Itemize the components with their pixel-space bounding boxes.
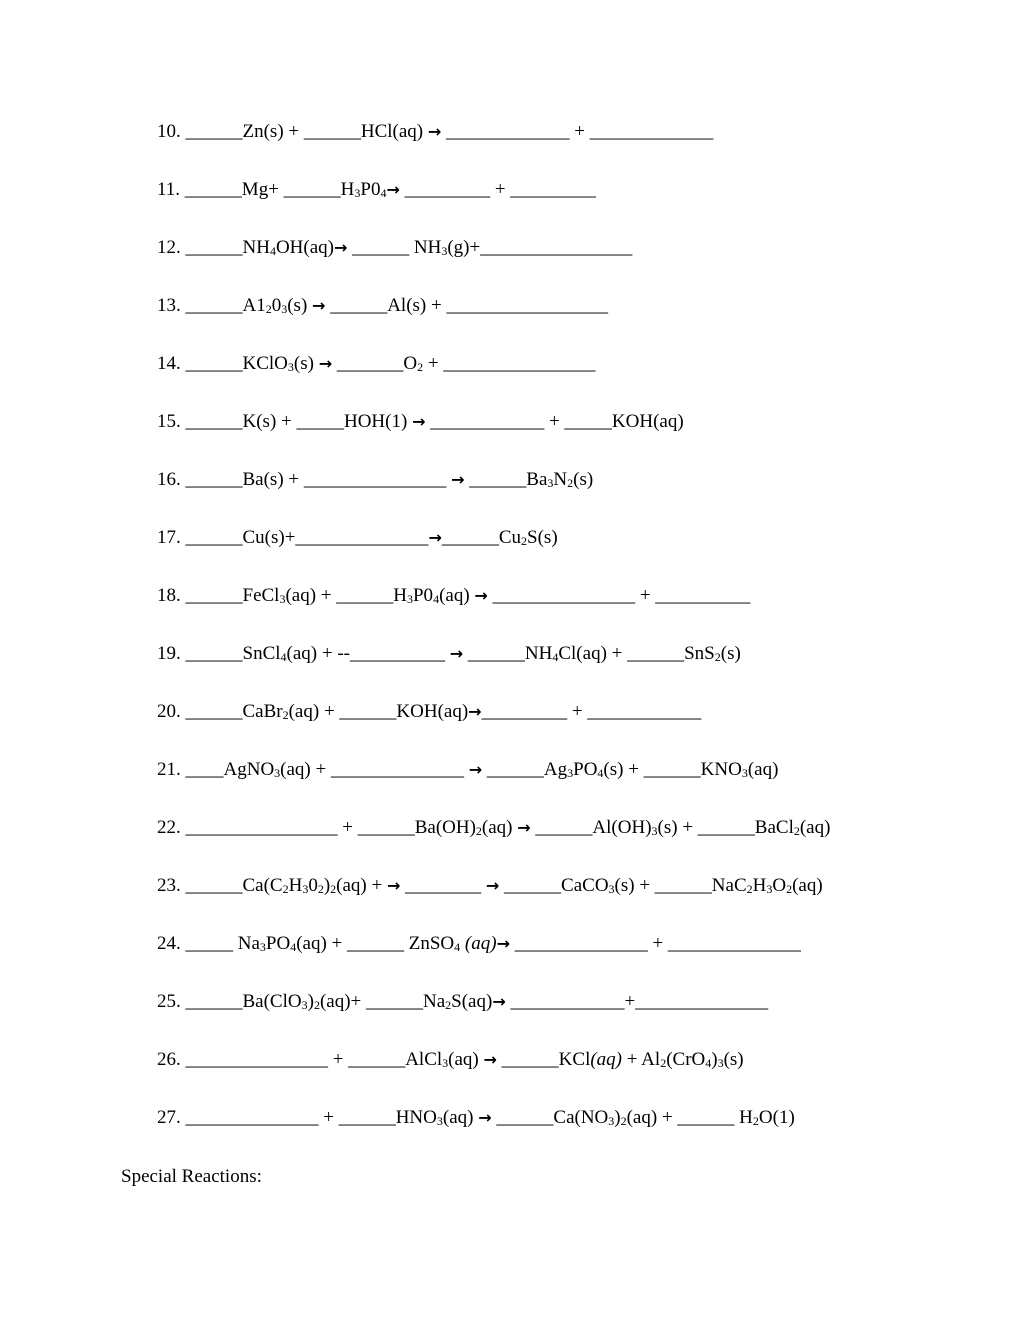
subscript: 4: [433, 592, 440, 606]
subscript: 2: [521, 534, 528, 548]
subscript: 3: [287, 360, 294, 374]
equation-text: _______________ + ______AlCl: [185, 1049, 443, 1070]
equation-text: P0: [412, 585, 434, 606]
equation-text: ______Zn(s) + ______HCl(aq): [185, 121, 428, 142]
subscript: 3: [547, 476, 554, 490]
equation-text: (aq): [481, 817, 518, 838]
equation-text: ______K(s) + _____HOH(1): [185, 411, 413, 432]
equation-text: (CrO: [666, 1049, 706, 1070]
equation-text: ______Ba(s) + _______________: [185, 469, 452, 490]
subscript: 2: [330, 882, 337, 896]
equation-text: ): [323, 875, 331, 896]
reaction-arrow-icon: →: [333, 238, 348, 257]
subscript: 3: [301, 998, 308, 1012]
reaction-arrow-icon: →: [468, 702, 482, 721]
equation-text: (s) + ______BaCl: [657, 817, 794, 838]
equation-line: [157, 817, 830, 839]
italic-text: (aq): [590, 1049, 623, 1070]
subscript: 3: [259, 940, 266, 954]
subscript: 3: [608, 882, 615, 896]
equation-number: 11.: [157, 179, 185, 200]
equation-line: [157, 759, 778, 781]
equation-text: (aq): [448, 1049, 484, 1070]
subscript: 3: [741, 766, 748, 780]
equation-text: ): [307, 991, 314, 1012]
subscript: 2: [786, 882, 793, 896]
equation-text: (aq) + ______________: [280, 759, 469, 780]
subscript: 3: [436, 1114, 443, 1128]
subscript: 3: [441, 244, 448, 258]
subscript: 3: [281, 302, 288, 316]
reaction-arrow-icon: →: [451, 470, 465, 489]
subscript: 4: [597, 766, 604, 780]
subscript: 2: [475, 824, 482, 838]
equation-text: (aq): [799, 817, 831, 838]
reaction-arrow-icon: →: [517, 818, 531, 837]
equation-text: ______A1: [185, 295, 266, 316]
equation-text: ______NH: [185, 237, 270, 258]
equation-text: ): [711, 1049, 718, 1070]
equation-text: S(s): [527, 527, 558, 548]
subscript: 2: [282, 882, 289, 896]
equation-number: 23.: [157, 875, 186, 896]
equation-text: ____________+______________: [505, 991, 769, 1012]
equation-number: 12.: [157, 237, 186, 258]
equation-text: (s) + ______NaC: [614, 875, 747, 896]
equation-text: ______CaCO: [499, 875, 609, 896]
equation-text: 0: [308, 875, 318, 896]
equation-text: (aq) + ______KOH(aq): [288, 701, 469, 722]
equation-number: 24.: [157, 933, 186, 954]
equation-number: 19.: [157, 643, 186, 664]
subscript: 2: [317, 882, 324, 896]
italic-text: (aq): [464, 933, 497, 954]
equation-text: ______Ca(C: [185, 875, 283, 896]
equation-line: [157, 585, 750, 607]
equation-text: PO: [573, 759, 598, 780]
reaction-arrow-icon: →: [386, 180, 400, 199]
subscript: 3: [279, 592, 286, 606]
equation-text: ______Cu(s)+______________: [185, 527, 429, 548]
equation-number: 13.: [157, 295, 186, 316]
equation-line: [157, 353, 595, 375]
subscript: 2: [313, 998, 320, 1012]
equation-text: _______O: [332, 353, 418, 374]
equation-text: H: [752, 875, 767, 896]
equation-text: ________: [400, 875, 486, 896]
equation-line: [157, 875, 823, 897]
subscript: 3: [406, 592, 413, 606]
equation-text: (s) + ______KNO: [603, 759, 742, 780]
equation-number: 25.: [157, 991, 186, 1012]
equation-number: 17.: [157, 527, 186, 548]
equation-text: ______Ca(NO: [491, 1107, 609, 1128]
subscript: 2: [752, 1114, 759, 1128]
subscript: 4: [380, 186, 387, 200]
equation-text: ________________ + ______Ba(OH): [185, 817, 476, 838]
subscript: 3: [302, 882, 309, 896]
subscript: 3: [717, 1056, 724, 1070]
equation-number: 20.: [157, 701, 186, 722]
equation-text: (s): [573, 469, 594, 490]
subscript: 3: [608, 1114, 615, 1128]
equation-text: ______SnCl: [185, 643, 281, 664]
equation-line: [157, 991, 768, 1013]
equation-text: _________ + _________: [399, 179, 596, 200]
equation-text: H: [288, 875, 303, 896]
equation-number: 14.: [157, 353, 186, 374]
equation-text: ______Mg+ ______H: [184, 179, 355, 200]
subscript: 2: [282, 708, 289, 722]
equation-text: (aq) + --__________: [286, 643, 450, 664]
reaction-arrow-icon: →: [427, 122, 442, 141]
equation-text: ____________ + _____KOH(aq): [425, 411, 684, 432]
equation-line: [157, 933, 801, 955]
equation-number: 27.: [157, 1107, 186, 1128]
equation-text: (aq) + ______H: [285, 585, 407, 606]
equation-number: 15.: [157, 411, 186, 432]
subscript: 2: [746, 882, 753, 896]
subscript: 4: [269, 244, 276, 258]
equation-text: (s): [287, 295, 313, 316]
equation-text: + ________________: [423, 353, 596, 374]
reaction-arrow-icon: →: [485, 876, 500, 895]
subscript: 2: [445, 998, 452, 1012]
equation-text: ______KClO: [185, 353, 288, 374]
equation-text: (aq): [792, 875, 823, 896]
equation-text: ______NH: [463, 643, 553, 664]
equation-text: (s): [720, 643, 741, 664]
equation-text: ______Ag: [482, 759, 568, 780]
subscript: 4: [705, 1056, 712, 1070]
reaction-arrow-icon: →: [468, 760, 483, 779]
equation-number: 26.: [157, 1049, 186, 1070]
equation-text: 0: [271, 295, 282, 316]
equation-line: [157, 469, 593, 491]
reaction-arrow-icon: →: [492, 992, 506, 1011]
equation-text: ______KCl: [496, 1049, 591, 1070]
subscript: 4: [454, 940, 461, 954]
equation-number: 21.: [157, 759, 186, 780]
equation-text: (s): [723, 1049, 744, 1070]
section-heading: Special Reactions:: [121, 1166, 262, 1187]
subscript: 2: [793, 824, 800, 838]
equation-text: O: [772, 875, 787, 896]
reaction-arrow-icon: →: [449, 644, 464, 663]
equation-line: [157, 643, 741, 665]
reaction-arrow-icon: →: [428, 528, 442, 547]
reaction-arrow-icon: →: [312, 296, 326, 315]
subscript: 2: [417, 360, 424, 374]
subscript: 4: [280, 650, 287, 664]
equation-text: (aq) + ______ H: [626, 1107, 753, 1128]
reaction-arrow-icon: →: [483, 1050, 497, 1069]
equation-text: N: [553, 469, 568, 490]
equation-text: _____________ + _____________: [441, 121, 714, 142]
subscript: 4: [552, 650, 559, 664]
equation-number: 18.: [157, 585, 186, 606]
subscript: 2: [660, 1056, 667, 1070]
reaction-arrow-icon: →: [496, 934, 510, 953]
equation-line: [157, 179, 596, 201]
equation-text: (g)+________________: [447, 237, 633, 258]
equation-text: PO: [265, 933, 291, 954]
equation-text: ______Cu: [441, 527, 522, 548]
equation-text: (aq) + ______ ZnSO: [296, 933, 455, 954]
equation-text: ______ NH: [347, 237, 442, 258]
subscript: 3: [354, 186, 361, 200]
equation-line: [157, 701, 701, 723]
subscript: 3: [766, 882, 773, 896]
subscript: 2: [265, 302, 272, 316]
reaction-arrow-icon: →: [474, 586, 488, 605]
equation-text: ______________ + ______HNO: [185, 1107, 437, 1128]
reaction-arrow-icon: →: [412, 412, 426, 431]
equation-text: (aq): [747, 759, 779, 780]
subscript: 3: [442, 1056, 449, 1070]
equation-text: Cl(aq) + ______SnS: [558, 643, 715, 664]
equation-line: [157, 121, 713, 143]
equation-text: P0: [360, 179, 381, 200]
subscript: 3: [567, 766, 574, 780]
equation-text: ______Al(OH): [530, 817, 652, 838]
equation-text: + Al: [622, 1049, 661, 1070]
subscript: 3: [274, 766, 281, 780]
equation-text: ____AgNO: [185, 759, 275, 780]
subscript: 2: [567, 476, 574, 490]
subscript: 3: [651, 824, 658, 838]
equation-number: 22.: [157, 817, 186, 838]
equation-line: [157, 1107, 795, 1129]
equation-text: ______CaBr: [185, 701, 283, 722]
equation-text: ): [614, 1107, 621, 1128]
equation-text: ______Ba(ClO: [185, 991, 302, 1012]
equation-text: ______FeCl: [185, 585, 280, 606]
equation-text: _________ + ____________: [481, 701, 702, 722]
equation-line: [157, 295, 608, 317]
subscript: 2: [714, 650, 721, 664]
equation-line: [157, 1049, 744, 1071]
equation-text: O(1): [758, 1107, 795, 1128]
equation-line: [157, 237, 632, 259]
reaction-arrow-icon: →: [386, 876, 401, 895]
reaction-arrow-icon: →: [478, 1108, 492, 1127]
equation-text: _______________ + __________: [487, 585, 751, 606]
subscript: 4: [290, 940, 297, 954]
equation-text: S(aq): [451, 991, 493, 1012]
equation-text: ______________ + ______________: [509, 933, 801, 954]
equation-text: OH(aq): [275, 237, 334, 258]
equation-text: ______Ba: [464, 469, 548, 490]
equation-text: (aq): [442, 1107, 479, 1128]
reaction-arrow-icon: →: [318, 354, 333, 373]
equation-text: ______Al(s) + _________________: [325, 295, 608, 316]
equation-text: (aq): [439, 585, 475, 606]
equation-text: (aq)+ ______Na: [319, 991, 446, 1012]
equation-number: 10.: [157, 121, 186, 142]
equation-text: _____ Na: [185, 933, 260, 954]
equation-line: [157, 411, 684, 433]
equation-text: (s): [293, 353, 319, 374]
subscript: 2: [620, 1114, 627, 1128]
equation-number: 16.: [157, 469, 186, 490]
equation-text: (aq) +: [336, 875, 387, 896]
equation-line: [157, 527, 558, 549]
